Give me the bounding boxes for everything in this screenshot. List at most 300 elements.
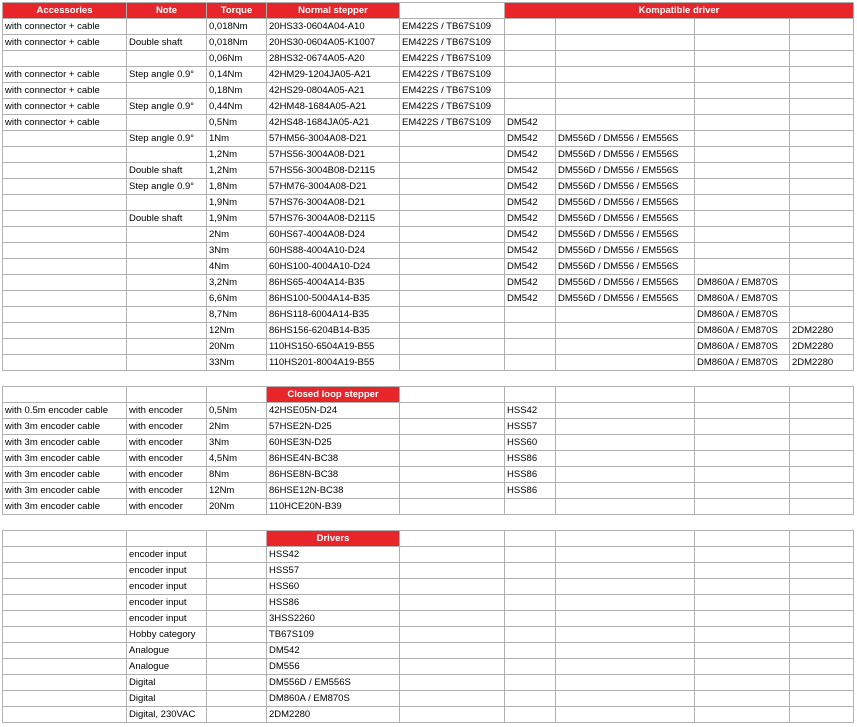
table-cell[interactable]: 28HS32-0674A05-A20: [267, 51, 400, 67]
table-cell[interactable]: [207, 547, 267, 563]
table-cell[interactable]: [556, 467, 695, 483]
table-cell[interactable]: [790, 675, 854, 691]
table-cell[interactable]: [400, 323, 505, 339]
table-cell[interactable]: [3, 323, 127, 339]
table-cell[interactable]: [400, 515, 505, 531]
table-cell[interactable]: [3, 707, 127, 723]
table-cell[interactable]: [790, 387, 854, 403]
table-cell[interactable]: [556, 499, 695, 515]
table-cell[interactable]: [505, 499, 556, 515]
table-cell[interactable]: 42HM29-1204JA05-A21: [267, 67, 400, 83]
table-cell[interactable]: [556, 403, 695, 419]
table-cell[interactable]: 60HS100-4004A10-D24: [267, 259, 400, 275]
table-cell[interactable]: Step angle 0.9°: [127, 179, 207, 195]
table-cell[interactable]: [3, 211, 127, 227]
table-cell[interactable]: [695, 147, 790, 163]
table-cell[interactable]: 2DM2280: [267, 707, 400, 723]
table-cell[interactable]: [695, 243, 790, 259]
table-cell[interactable]: 0,018Nm: [207, 19, 267, 35]
table-cell[interactable]: 86HS65-4004A14-B35: [267, 275, 400, 291]
table-cell[interactable]: EM422S / TB67S109: [400, 35, 505, 51]
table-cell[interactable]: with connector + cable: [3, 115, 127, 131]
table-cell[interactable]: [556, 659, 695, 675]
closed-loop-header[interactable]: Closed loop stepper: [267, 387, 400, 403]
table-cell[interactable]: [3, 387, 127, 403]
table-cell[interactable]: [400, 579, 505, 595]
table-cell[interactable]: Step angle 0.9°: [127, 99, 207, 115]
table-cell[interactable]: with encoder: [127, 499, 207, 515]
table-cell[interactable]: [790, 483, 854, 499]
table-cell[interactable]: [400, 371, 505, 387]
table-cell[interactable]: [400, 179, 505, 195]
table-cell[interactable]: [790, 643, 854, 659]
table-cell[interactable]: with connector + cable: [3, 35, 127, 51]
table-cell[interactable]: encoder input: [127, 547, 207, 563]
table-cell[interactable]: 8,7Nm: [207, 307, 267, 323]
table-cell[interactable]: 6,6Nm: [207, 291, 267, 307]
table-cell[interactable]: [400, 563, 505, 579]
table-cell[interactable]: Hobby category: [127, 627, 207, 643]
table-cell[interactable]: [556, 387, 695, 403]
table-cell[interactable]: [556, 531, 695, 547]
table-cell[interactable]: [3, 547, 127, 563]
table-cell[interactable]: [556, 19, 695, 35]
table-cell[interactable]: 2Nm: [207, 227, 267, 243]
table-cell[interactable]: [556, 83, 695, 99]
table-cell[interactable]: 60HS88-4004A10-D24: [267, 243, 400, 259]
table-cell[interactable]: [790, 115, 854, 131]
table-cell[interactable]: [400, 259, 505, 275]
table-cell[interactable]: [505, 707, 556, 723]
table-cell[interactable]: 110HCE20N-B39: [267, 499, 400, 515]
table-cell[interactable]: 1,9Nm: [207, 211, 267, 227]
table-cell[interactable]: [695, 99, 790, 115]
table-cell[interactable]: DM860A / EM870S: [695, 339, 790, 355]
table-cell[interactable]: 0,14Nm: [207, 67, 267, 83]
table-cell[interactable]: [3, 163, 127, 179]
table-cell[interactable]: [207, 387, 267, 403]
table-cell[interactable]: [695, 547, 790, 563]
table-cell[interactable]: [556, 611, 695, 627]
table-cell[interactable]: with encoder: [127, 467, 207, 483]
table-cell[interactable]: [556, 51, 695, 67]
table-cell[interactable]: with encoder: [127, 403, 207, 419]
table-cell[interactable]: [556, 307, 695, 323]
table-cell[interactable]: [400, 467, 505, 483]
table-cell[interactable]: 8Nm: [207, 467, 267, 483]
table-cell[interactable]: 0,5Nm: [207, 115, 267, 131]
table-cell[interactable]: 4Nm: [207, 259, 267, 275]
table-cell[interactable]: [790, 691, 854, 707]
table-cell[interactable]: [127, 339, 207, 355]
table-cell[interactable]: 1,2Nm: [207, 147, 267, 163]
table-cell[interactable]: encoder input: [127, 595, 207, 611]
table-cell[interactable]: [505, 659, 556, 675]
table-cell[interactable]: [790, 515, 854, 531]
table-cell[interactable]: [695, 179, 790, 195]
table-cell[interactable]: HSS42: [267, 547, 400, 563]
col-note[interactable]: Note: [127, 3, 207, 19]
table-cell[interactable]: [556, 419, 695, 435]
table-cell[interactable]: DM556: [267, 659, 400, 675]
table-cell[interactable]: [695, 467, 790, 483]
table-cell[interactable]: [790, 371, 854, 387]
table-cell[interactable]: [400, 307, 505, 323]
table-cell[interactable]: [695, 259, 790, 275]
table-cell[interactable]: [207, 691, 267, 707]
table-cell[interactable]: [790, 291, 854, 307]
table-cell[interactable]: [127, 19, 207, 35]
table-cell[interactable]: [127, 275, 207, 291]
table-cell[interactable]: [505, 675, 556, 691]
table-cell[interactable]: [695, 499, 790, 515]
table-cell[interactable]: [207, 531, 267, 547]
table-cell[interactable]: HSS60: [267, 579, 400, 595]
table-cell[interactable]: with encoder: [127, 435, 207, 451]
table-cell[interactable]: [556, 355, 695, 371]
table-cell[interactable]: [267, 371, 400, 387]
table-cell[interactable]: [3, 259, 127, 275]
table-cell[interactable]: [790, 707, 854, 723]
table-cell[interactable]: with 3m encoder cable: [3, 499, 127, 515]
table-cell[interactable]: [400, 435, 505, 451]
table-cell[interactable]: [790, 435, 854, 451]
table-cell[interactable]: [3, 147, 127, 163]
table-cell[interactable]: [556, 643, 695, 659]
table-cell[interactable]: [505, 51, 556, 67]
table-cell[interactable]: [505, 339, 556, 355]
table-cell[interactable]: [400, 355, 505, 371]
table-cell[interactable]: DM542: [505, 243, 556, 259]
table-cell[interactable]: [695, 35, 790, 51]
table-cell[interactable]: DM542: [505, 275, 556, 291]
table-cell[interactable]: [790, 499, 854, 515]
table-cell[interactable]: [695, 627, 790, 643]
table-cell[interactable]: 20HS33-0604A04-A10: [267, 19, 400, 35]
table-cell[interactable]: Double shaft: [127, 211, 207, 227]
table-cell[interactable]: 3Nm: [207, 435, 267, 451]
table-cell[interactable]: [556, 627, 695, 643]
table-cell[interactable]: [790, 451, 854, 467]
table-cell[interactable]: [556, 435, 695, 451]
table-cell[interactable]: [556, 691, 695, 707]
table-cell[interactable]: 3HSS2260: [267, 611, 400, 627]
table-cell[interactable]: [400, 675, 505, 691]
table-cell[interactable]: HSS57: [267, 563, 400, 579]
table-cell[interactable]: [790, 51, 854, 67]
table-cell[interactable]: [790, 35, 854, 51]
table-cell[interactable]: 0,18Nm: [207, 83, 267, 99]
table-cell[interactable]: 110HS201-8004A19-B55: [267, 355, 400, 371]
table-cell[interactable]: [3, 243, 127, 259]
table-cell[interactable]: DM556D / DM556 / EM556S: [556, 195, 695, 211]
table-cell[interactable]: [695, 163, 790, 179]
table-cell[interactable]: [505, 19, 556, 35]
table-cell[interactable]: [400, 531, 505, 547]
cell[interactable]: [400, 3, 505, 19]
table-cell[interactable]: [3, 291, 127, 307]
table-cell[interactable]: DM542: [505, 147, 556, 163]
table-cell[interactable]: [127, 531, 207, 547]
table-cell[interactable]: [3, 611, 127, 627]
table-cell[interactable]: 1Nm: [207, 131, 267, 147]
table-cell[interactable]: DM556D / DM556 / EM556S: [556, 291, 695, 307]
table-cell[interactable]: [207, 675, 267, 691]
table-cell[interactable]: with 0.5m encoder cable: [3, 403, 127, 419]
table-cell[interactable]: [695, 195, 790, 211]
table-cell[interactable]: [3, 51, 127, 67]
table-cell[interactable]: 0,06Nm: [207, 51, 267, 67]
table-cell[interactable]: [505, 307, 556, 323]
table-cell[interactable]: 42HSE05N-D24: [267, 403, 400, 419]
table-cell[interactable]: DM542: [505, 131, 556, 147]
table-cell[interactable]: [400, 419, 505, 435]
table-cell[interactable]: [790, 243, 854, 259]
table-cell[interactable]: encoder input: [127, 579, 207, 595]
table-cell[interactable]: [400, 643, 505, 659]
table-cell[interactable]: [790, 403, 854, 419]
table-cell[interactable]: [556, 339, 695, 355]
table-cell[interactable]: with encoder: [127, 451, 207, 467]
col-normal-stepper[interactable]: Normal stepper: [267, 3, 400, 19]
table-cell[interactable]: [400, 611, 505, 627]
table-cell[interactable]: with 3m encoder cable: [3, 483, 127, 499]
table-cell[interactable]: 2DM2280: [790, 355, 854, 371]
table-cell[interactable]: [127, 243, 207, 259]
table-cell[interactable]: DM556D / EM556S: [267, 675, 400, 691]
table-cell[interactable]: [556, 563, 695, 579]
table-cell[interactable]: [3, 195, 127, 211]
table-cell[interactable]: [695, 483, 790, 499]
table-cell[interactable]: [790, 19, 854, 35]
col-compatible-driver[interactable]: Kompatible driver: [505, 3, 854, 19]
table-cell[interactable]: [695, 643, 790, 659]
table-cell[interactable]: DM556D / DM556 / EM556S: [556, 243, 695, 259]
table-cell[interactable]: [127, 195, 207, 211]
table-cell[interactable]: 20HS30-0604A05-K1007: [267, 35, 400, 51]
table-cell[interactable]: DM542: [505, 291, 556, 307]
table-cell[interactable]: [790, 99, 854, 115]
table-cell[interactable]: [3, 339, 127, 355]
table-cell[interactable]: [400, 147, 505, 163]
table-cell[interactable]: [400, 291, 505, 307]
table-cell[interactable]: HSS86: [505, 451, 556, 467]
table-cell[interactable]: [3, 371, 127, 387]
table-cell[interactable]: [695, 691, 790, 707]
table-cell[interactable]: with connector + cable: [3, 83, 127, 99]
table-cell[interactable]: [790, 179, 854, 195]
table-cell[interactable]: DM556D / DM556 / EM556S: [556, 259, 695, 275]
table-cell[interactable]: 33Nm: [207, 355, 267, 371]
table-cell[interactable]: [790, 531, 854, 547]
table-cell[interactable]: [207, 643, 267, 659]
table-cell[interactable]: [556, 371, 695, 387]
table-cell[interactable]: [505, 67, 556, 83]
table-cell[interactable]: [790, 579, 854, 595]
table-cell[interactable]: [790, 67, 854, 83]
table-cell[interactable]: [556, 707, 695, 723]
table-cell[interactable]: 86HSE8N-BC38: [267, 467, 400, 483]
table-cell[interactable]: [556, 483, 695, 499]
table-cell[interactable]: HSS86: [267, 595, 400, 611]
table-cell[interactable]: with encoder: [127, 483, 207, 499]
table-cell[interactable]: [695, 675, 790, 691]
table-cell[interactable]: [3, 179, 127, 195]
table-cell[interactable]: [695, 19, 790, 35]
table-cell[interactable]: 86HS118-6004A14-B35: [267, 307, 400, 323]
table-cell[interactable]: 2DM2280: [790, 323, 854, 339]
table-cell[interactable]: 3Nm: [207, 243, 267, 259]
table-cell[interactable]: DM556D / DM556 / EM556S: [556, 131, 695, 147]
table-cell[interactable]: 2DM2280: [790, 339, 854, 355]
table-cell[interactable]: 20Nm: [207, 339, 267, 355]
table-cell[interactable]: [207, 563, 267, 579]
table-cell[interactable]: [400, 211, 505, 227]
table-cell[interactable]: [400, 243, 505, 259]
table-cell[interactable]: HSS42: [505, 403, 556, 419]
table-cell[interactable]: 57HS56-3004B08-D2115: [267, 163, 400, 179]
table-cell[interactable]: [556, 515, 695, 531]
table-cell[interactable]: [556, 115, 695, 131]
table-cell[interactable]: DM556D / DM556 / EM556S: [556, 163, 695, 179]
table-cell[interactable]: DM542: [505, 211, 556, 227]
table-cell[interactable]: DM556D / DM556 / EM556S: [556, 275, 695, 291]
table-cell[interactable]: [400, 403, 505, 419]
table-cell[interactable]: [695, 51, 790, 67]
table-cell[interactable]: with 3m encoder cable: [3, 467, 127, 483]
table-cell[interactable]: [505, 83, 556, 99]
table-cell[interactable]: [400, 659, 505, 675]
table-cell[interactable]: 42HS48-1684JA05-A21: [267, 115, 400, 131]
table-cell[interactable]: 86HSE12N-BC38: [267, 483, 400, 499]
table-cell[interactable]: with connector + cable: [3, 99, 127, 115]
table-cell[interactable]: 0,5Nm: [207, 403, 267, 419]
table-cell[interactable]: [790, 307, 854, 323]
table-cell[interactable]: [695, 435, 790, 451]
table-cell[interactable]: DM542: [505, 163, 556, 179]
table-cell[interactable]: [400, 227, 505, 243]
table-cell[interactable]: [790, 467, 854, 483]
table-cell[interactable]: [207, 371, 267, 387]
table-cell[interactable]: [3, 307, 127, 323]
table-cell[interactable]: with 3m encoder cable: [3, 451, 127, 467]
table-cell[interactable]: [400, 275, 505, 291]
table-cell[interactable]: DM860A / EM870S: [695, 275, 790, 291]
table-cell[interactable]: [3, 515, 127, 531]
table-cell[interactable]: [556, 67, 695, 83]
table-cell[interactable]: [695, 227, 790, 243]
table-cell[interactable]: [790, 659, 854, 675]
table-cell[interactable]: HSS86: [505, 467, 556, 483]
table-cell[interactable]: encoder input: [127, 611, 207, 627]
table-cell[interactable]: [505, 627, 556, 643]
table-cell[interactable]: [3, 595, 127, 611]
table-cell[interactable]: EM422S / TB67S109: [400, 67, 505, 83]
table-cell[interactable]: [695, 371, 790, 387]
table-cell[interactable]: [3, 275, 127, 291]
table-cell[interactable]: DM556D / DM556 / EM556S: [556, 179, 695, 195]
table-cell[interactable]: 86HS100-5004A14-B35: [267, 291, 400, 307]
table-cell[interactable]: [267, 515, 400, 531]
table-cell[interactable]: DM542: [505, 115, 556, 131]
table-cell[interactable]: [556, 595, 695, 611]
table-cell[interactable]: 42HS29-0804A05-A21: [267, 83, 400, 99]
table-cell[interactable]: [127, 83, 207, 99]
table-cell[interactable]: [400, 387, 505, 403]
table-cell[interactable]: [790, 195, 854, 211]
table-cell[interactable]: [790, 419, 854, 435]
table-cell[interactable]: [790, 83, 854, 99]
table-cell[interactable]: [790, 627, 854, 643]
table-cell[interactable]: DM556D / DM556 / EM556S: [556, 227, 695, 243]
table-cell[interactable]: [505, 643, 556, 659]
table-cell[interactable]: [3, 531, 127, 547]
table-cell[interactable]: [505, 387, 556, 403]
table-cell[interactable]: [505, 547, 556, 563]
table-cell[interactable]: [790, 147, 854, 163]
table-cell[interactable]: [505, 611, 556, 627]
table-cell[interactable]: [695, 515, 790, 531]
table-cell[interactable]: DM542: [505, 179, 556, 195]
table-cell[interactable]: [505, 35, 556, 51]
table-cell[interactable]: [695, 563, 790, 579]
table-cell[interactable]: [400, 595, 505, 611]
table-cell[interactable]: 12Nm: [207, 483, 267, 499]
table-cell[interactable]: [695, 451, 790, 467]
table-cell[interactable]: [505, 563, 556, 579]
table-cell[interactable]: 57HM76-3004A08-D21: [267, 179, 400, 195]
table-cell[interactable]: encoder input: [127, 563, 207, 579]
table-cell[interactable]: with connector + cable: [3, 67, 127, 83]
table-cell[interactable]: [400, 691, 505, 707]
table-cell[interactable]: [400, 195, 505, 211]
table-cell[interactable]: HSS60: [505, 435, 556, 451]
table-cell[interactable]: 1,9Nm: [207, 195, 267, 211]
table-cell[interactable]: Analogue: [127, 643, 207, 659]
table-cell[interactable]: [505, 531, 556, 547]
table-cell[interactable]: [127, 291, 207, 307]
table-cell[interactable]: [695, 387, 790, 403]
table-cell[interactable]: [695, 707, 790, 723]
table-cell[interactable]: [3, 659, 127, 675]
table-cell[interactable]: 110HS150-6504A19-B55: [267, 339, 400, 355]
table-cell[interactable]: [127, 387, 207, 403]
table-cell[interactable]: [790, 163, 854, 179]
table-cell[interactable]: [3, 227, 127, 243]
table-cell[interactable]: with connector + cable: [3, 19, 127, 35]
table-cell[interactable]: [695, 403, 790, 419]
table-cell[interactable]: Double shaft: [127, 163, 207, 179]
table-cell[interactable]: [505, 355, 556, 371]
table-cell[interactable]: DM860A / EM870S: [267, 691, 400, 707]
table-cell[interactable]: [790, 259, 854, 275]
table-cell[interactable]: [790, 275, 854, 291]
table-cell[interactable]: 12Nm: [207, 323, 267, 339]
table-cell[interactable]: 57HM56-3004A08-D21: [267, 131, 400, 147]
table-cell[interactable]: [400, 339, 505, 355]
table-cell[interactable]: 0,44Nm: [207, 99, 267, 115]
table-cell[interactable]: [556, 35, 695, 51]
table-cell[interactable]: [207, 611, 267, 627]
table-cell[interactable]: [790, 563, 854, 579]
table-cell[interactable]: 57HS76-3004A08-D2115: [267, 211, 400, 227]
table-cell[interactable]: DM556D / DM556 / EM556S: [556, 211, 695, 227]
table-cell[interactable]: [127, 259, 207, 275]
table-cell[interactable]: Step angle 0.9°: [127, 131, 207, 147]
table-cell[interactable]: [400, 499, 505, 515]
table-cell[interactable]: [695, 611, 790, 627]
table-cell[interactable]: [790, 211, 854, 227]
